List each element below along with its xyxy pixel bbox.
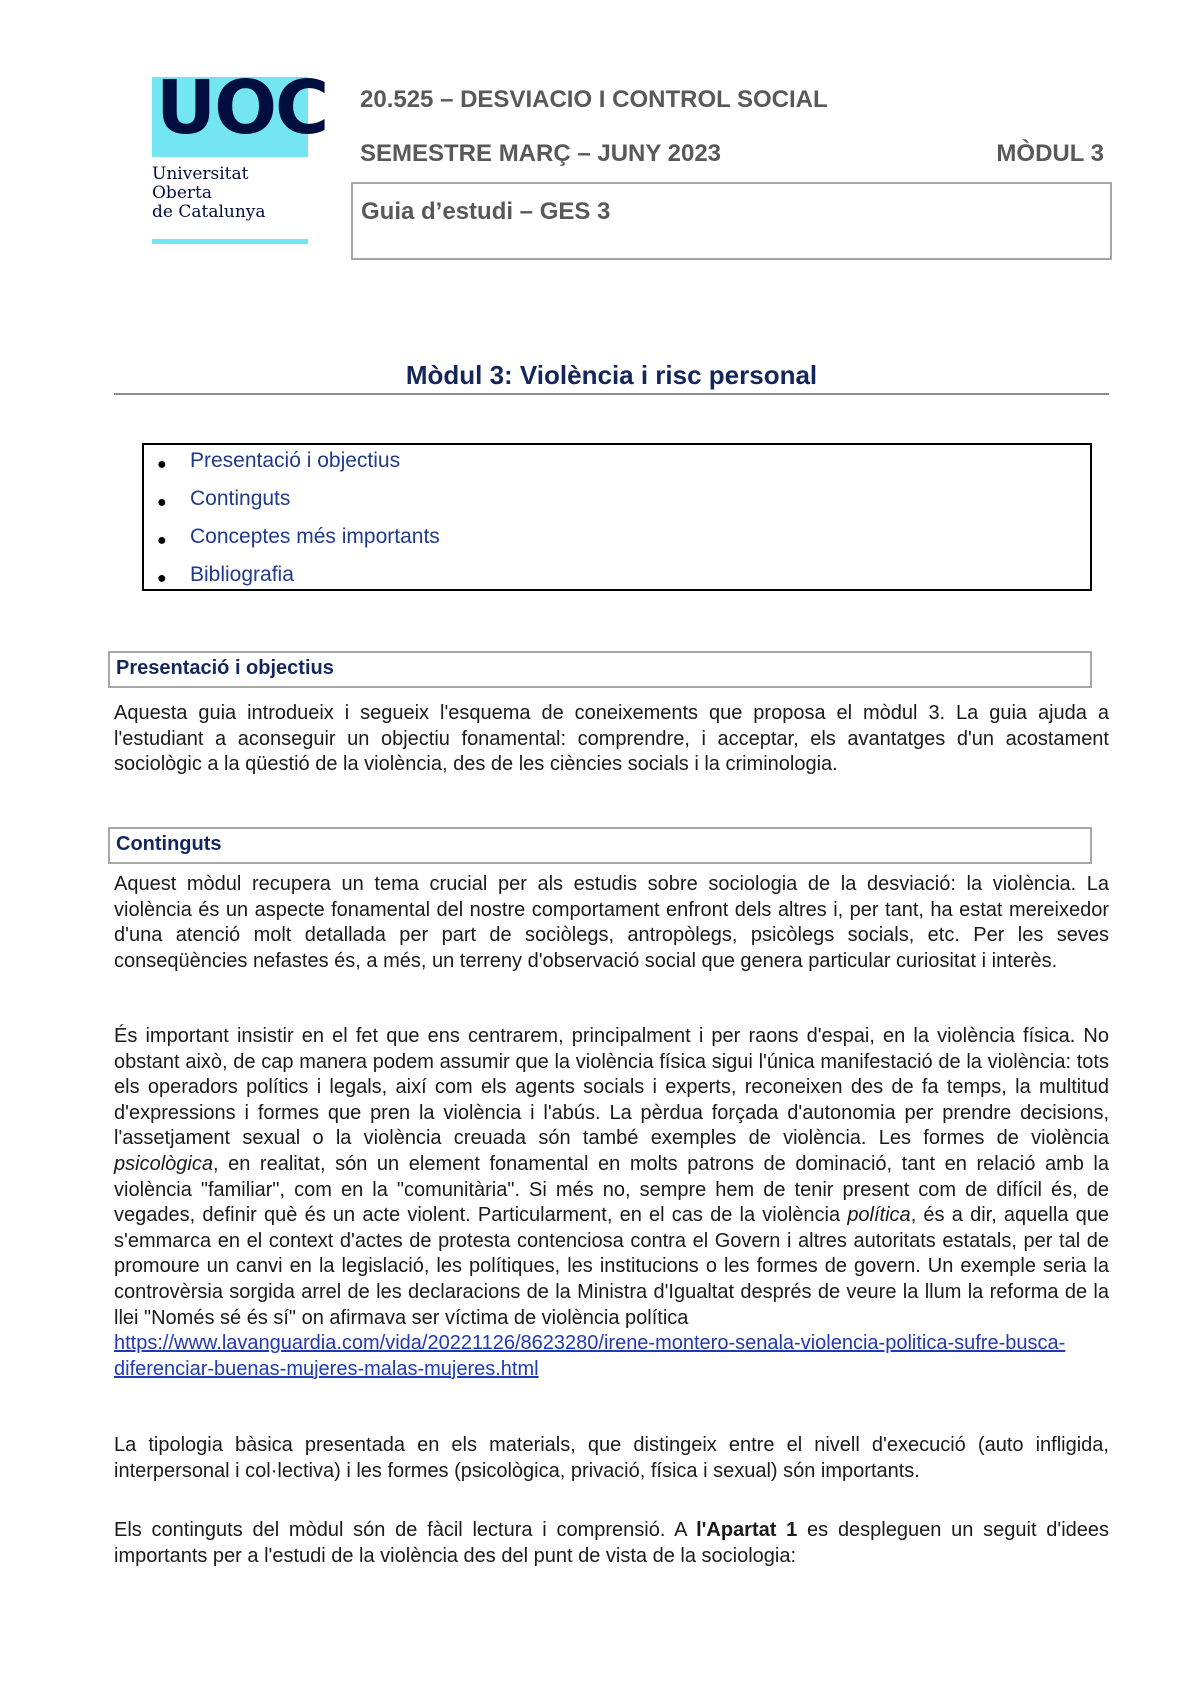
paragraph-text: Els continguts del mòdul són de fàcil lectura i comprensió. A: [114, 1519, 697, 1541]
bullet-icon: ●: [157, 570, 167, 587]
bold-text: l'Apartat 1: [696, 1519, 798, 1541]
uoc-logo: [152, 65, 328, 245]
logo-line: de Catalunya: [152, 202, 266, 222]
table-of-contents: [142, 443, 1092, 591]
bullet-icon: ●: [157, 494, 167, 511]
bullet-icon: ●: [157, 532, 167, 549]
course-title: 20.525 – DESVIACIO I CONTROL SOCIAL: [360, 86, 828, 113]
semester-label: SEMESTRE MARÇ – JUNY 2023: [360, 140, 722, 167]
emphasis-text: psicològica: [114, 1152, 213, 1175]
logo-wordmark: [152, 165, 266, 222]
logo-mark: UOC: [156, 65, 328, 151]
paragraph-text: És important insistir en el fet que ens centrarem, principalment i per raons d'espai, en la violència física. No obstant això, de cap manera podem assumir que la violència física sigui l'única manifestació de la violència: tots els operadors polítics i legals, així com els agents socials i experts, reconeixen des de fa temps, la multitud d'expressions i formes que pren la violència i l'abús. La pèrdua forçada d'autonomia per prendre decisions, l'assetjament sexual o la violència creuada són també exemples de violència. Les formes de violència: [114, 1025, 1109, 1150]
title-divider: [114, 393, 1109, 395]
contents-paragraph-1: Aquest mòdul recupera un tema crucial per als estudis sobre sociologia de la desviació: la violència. La violència és un aspecte fonamental del nostre comportament enfront dels altres i, per tant, ha estat mereixedor d'una atenció molt detallada per part de sociòlegs, antropòlegs, psicòlegs socials, etc. Per les seves conseqüències nefastes és, a més, un terreny d'observació social que genera particular curiositat i interès.: [114, 873, 1109, 972]
logo-line: Oberta: [152, 183, 212, 203]
guide-title-box: [351, 182, 1112, 260]
toc-item-label: Conceptes més importants: [190, 525, 440, 548]
bullet-icon: ●: [157, 456, 167, 473]
paragraph-text: , és a dir, aquella que s'emmarca en el context d'actes de protesta contenciosa contra el Govern i altres autoritats estatals, per tal de promoure un canvi en la legislació, les polítiques, les institucions o les formes de govern. Un exemple seria la controvèrsia sorgida arrel de les declaracions de la Ministra d'Igualtat després de veure la llum la reforma de la llei "Només sé és sí" on afirmava ser víctima de violència política: [114, 1204, 1109, 1329]
paragraph-text: , en realitat, són un element fonamental en molts patrons de dominació, tant en relació amb la violència "familiar", com en la "comunitària". Si més no, sempre hem de tenir present com de difícil és, de vegades, definir què és un acte violent. Particularment, en el cas de la violència: [114, 1152, 1109, 1227]
news-article-link[interactable]: https://www.lavanguardia.com/vida/20221126/8623280/irene-montero-senala-violencia-politica-sufre-busca-diferenciar-buenas-mujeres-malas-mujeres.html: [114, 1332, 1066, 1380]
presentation-paragraph: Aquesta guia introdueix i segueix l'esquema de coneixements que proposa el mòdul 3. La guia ajuda a l'estudiant a aconseguir un objectiu fonamental: comprendre, i acceptar, els avantatges d'un acostament sociològic a la qüestió de la violència, des de les ciències socials i la criminologia.: [114, 702, 1109, 776]
module-label: MÒDUL 3: [996, 140, 1104, 167]
section-heading-label: Presentació i objectius: [116, 657, 334, 679]
toc-item-label: Presentació i objectius: [190, 449, 401, 472]
logo-line: Universitat: [152, 164, 249, 184]
logo-underline: [152, 239, 308, 244]
toc-item-label: Bibliografia: [190, 563, 294, 586]
toc-item-label: Continguts: [190, 487, 291, 510]
logo-mark-block: [152, 65, 328, 157]
contents-paragraph-2: [114, 1024, 1109, 1382]
contents-paragraph-3: La tipologia bàsica presentada en els materials, que distingeix entre el nivell d'execució (auto infligida, interpersonal i col·lectiva) i les formes (psicològica, privació, física i sexual) són importants.: [114, 1434, 1109, 1482]
section-heading-label: Continguts: [116, 833, 222, 855]
emphasis-text: política: [847, 1204, 911, 1227]
section-heading-contents: [108, 827, 1092, 864]
section-heading-presentation: [108, 651, 1092, 688]
contents-paragraph-4: [114, 1518, 1109, 1569]
paragraph-text: es despleguen un seguit d'idees importants per a l'estudi de la violència des del punt de vista de la sociologia:: [114, 1519, 1110, 1567]
guide-title: Guia d’estudi – GES 3: [361, 198, 611, 225]
page-title: Mòdul 3: Violència i risc personal: [405, 360, 818, 390]
